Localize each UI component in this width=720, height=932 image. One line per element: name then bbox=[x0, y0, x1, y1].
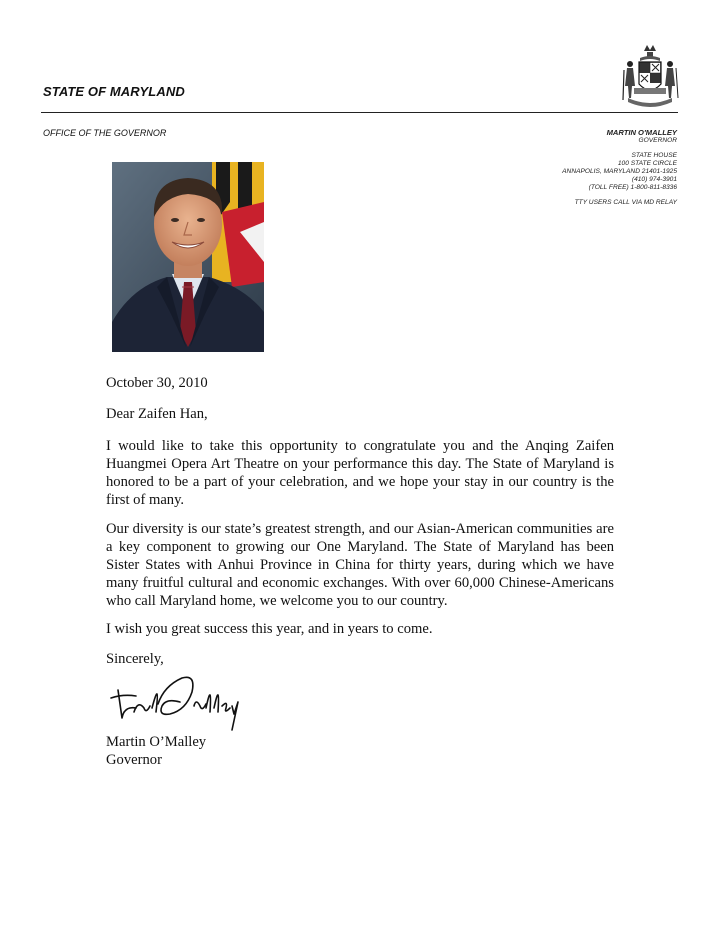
governor-title: GOVERNOR bbox=[638, 137, 677, 144]
address-line: 100 STATE CIRCLE bbox=[617, 160, 677, 167]
tty-line: TTY USERS CALL VIA MD RELAY bbox=[574, 199, 677, 206]
governor-contact-block bbox=[562, 129, 677, 207]
toll-free-line: (TOLL FREE) 1-800-811-8336 bbox=[588, 184, 677, 191]
signer-name: Martin O’Malley bbox=[106, 734, 207, 750]
office-label: OFFICE OF THE GOVERNOR bbox=[43, 128, 167, 138]
maryland-seal-icon bbox=[620, 42, 680, 110]
salutation: Dear Zaifen Han, bbox=[106, 406, 208, 422]
address-line: ANNAPOLIS, MARYLAND 21401-1925 bbox=[562, 168, 677, 175]
governor-portrait bbox=[112, 162, 264, 352]
signer-title: Governor bbox=[106, 752, 162, 768]
governor-name: MARTIN O'MALLEY bbox=[606, 128, 677, 137]
signature-icon bbox=[108, 668, 243, 738]
closing: Sincerely, bbox=[106, 651, 164, 667]
body-paragraph: I wish you great success this year, and in years to come. bbox=[106, 621, 433, 637]
address-line: STATE HOUSE bbox=[631, 152, 677, 159]
body-paragraph: I would like to take this opportunity to congratulate you and the Anqing Zaifen Huangmei Opera Art Theatre on your performance this day. The State of Maryland is honored to be a part of your celebration, and we hope your stay in our country is the first of many. bbox=[106, 438, 614, 508]
header-rule bbox=[41, 112, 678, 113]
phone-line: (410) 974-3901 bbox=[631, 176, 677, 183]
letter-date: October 30, 2010 bbox=[106, 375, 208, 391]
state-title: STATE OF MARYLAND bbox=[43, 84, 185, 99]
body-paragraph: Our diversity is our state’s greatest strength, and our Asian-American communities are a key component to growing our One Maryland. The State of Maryland has been Sister States with Anhui Province in China for thirty years, during which we have many fruitful cultural and economic exchanges. With over 60,000 Chinese-Americans who call Maryland home, we welcome you to our country. bbox=[106, 521, 614, 609]
